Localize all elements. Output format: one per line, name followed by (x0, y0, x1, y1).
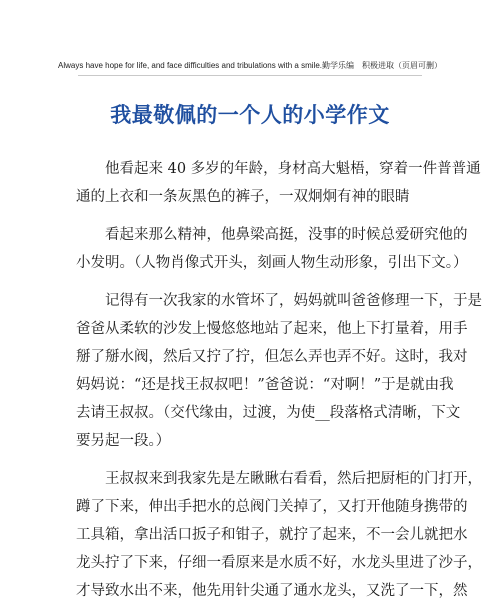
text-line: 工具箱，拿出活口扳子和钳子，就拧了起来，不一会儿就把水 (76, 527, 468, 543)
header-motto-en: Always have hope for life, and face difficulties and tribulations with a smile. (58, 61, 322, 70)
text-line: 看起来那么精神，他鼻梁高挺，没事的时候总爱研究他的 (105, 227, 468, 243)
text-line: 爸爸从柔软的沙发上慢悠悠地站了起来，他上下打量着，用手 (76, 321, 468, 337)
text-line: 要另起一段。） (76, 433, 171, 449)
text-line: 才导致水出不来，他先用针尖通了通水龙头，又洗了一下，然 (76, 583, 468, 599)
header-divider (78, 75, 422, 76)
document-title: 我最敬佩的一个人的小学作文 (110, 102, 390, 127)
header-motto-cn: 勤学乐编 积极进取（页眉可删） (322, 61, 442, 70)
text-line: 通的上衣和一条灰黑色的裤子，一双炯炯有神的眼睛 (76, 189, 410, 205)
paragraph-4 (76, 465, 482, 605)
document-body (76, 155, 482, 615)
page-header (0, 60, 500, 71)
text-line: 龙头拧了下来，仔细一看原来是水质不好，水龙头里进了沙子， (76, 555, 482, 571)
text-line: 王叔叔来到我家先是左瞅瞅右看看，然后把厨柜的门打开， (105, 471, 482, 487)
text-line: 妈妈说：“还是找王叔叔吧！”爸爸说：“对啊！”于是就由我 (76, 377, 454, 393)
text-line: 蹲了下来，伸出手把水的总阀门关掉了，又打开他随身携带的 (76, 499, 468, 515)
text-line: 去请王叔叔。（交代缘由，过渡，为使__段落格式清晰，下文 (76, 405, 461, 421)
paragraph-2 (76, 221, 468, 277)
paragraph-3 (76, 287, 482, 455)
text-line: 记得有一次我家的水管坏了，妈妈就叫爸爸修理一下，于是 (105, 293, 482, 309)
text-line: 他看起来 40 多岁的年龄，身材高大魁梧，穿着一件普普通 (105, 161, 481, 177)
text-line: 掰了掰水阀，然后又拧了拧，但怎么弄也弄不好。这时，我对 (76, 349, 468, 365)
paragraph-1 (76, 155, 481, 211)
text-line: 小发明。（人物肖像式开头，刻画人物生动形象，引出下文。） (76, 255, 468, 271)
